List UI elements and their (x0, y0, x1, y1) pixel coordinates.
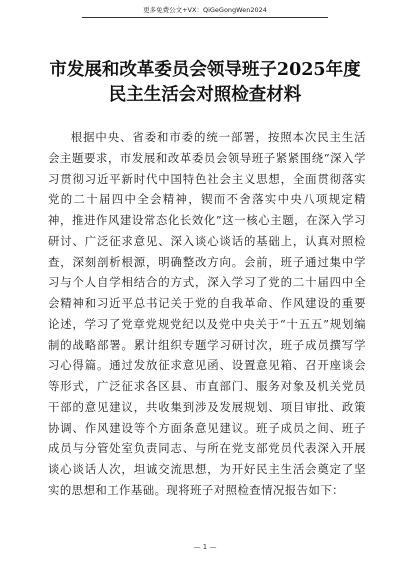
title-line-2: 民主生活会对照检查材料 (108, 85, 302, 105)
header-divider (82, 17, 328, 18)
title-line-1: 市发展和改革委员会领导班子2025年度 (49, 60, 361, 80)
document-title (20, 58, 390, 108)
body-paragraph: 根据中央、省委和市委的统一部署，按照本次民主生活会主题要求，市发展和改革委员会领导班子紧紧围绕“深入学习贯彻习近平新时代中国特色社会主义思想，全面贯彻落实党的二十届四中全会精神，锲而不舍落实中央八项规定精神，推进作风建设常态化长效化”这一核心主题，在深入学习研讨、广泛征求意见、深入谈心谈话的基础上，认真对照检查，深刻剖析根源，明确整改方向。会前，班子通过集中学习与个人自学相结合的方式，深入学习了党的二十届四中全会精神和习近平总书记关于党的自我革命、作风建设的重要论述，学习了党章党规党纪以及党中央关于“十五五”规划编制的战略部署。累计组织专题学习研讨次，班子成员撰写学习心得篇。通过发放征求意见函、设置意见箱、召开座谈会等形式，广泛征求各区县、市直部门、服务对象及机关党员干部的意见建议，共收集到涉及发展规划、项目审批、政策协调、作风建设等个方面条意见建议。班子成员之间、班子成员与分管处室负责同志、与所在党支部党员代表深入开展谈心谈话人次，坦诚交流思想，为开好民主生活会奠定了坚实的思想和工作基础。现将班子对照检查情况报告如下： (48, 130, 366, 497)
page-number: — 1 — (193, 543, 217, 551)
header-note: 更多免费公文+VX：QiGeGongWen2024 (143, 6, 267, 14)
top-header-bar (0, 0, 410, 24)
document-body (48, 127, 366, 501)
